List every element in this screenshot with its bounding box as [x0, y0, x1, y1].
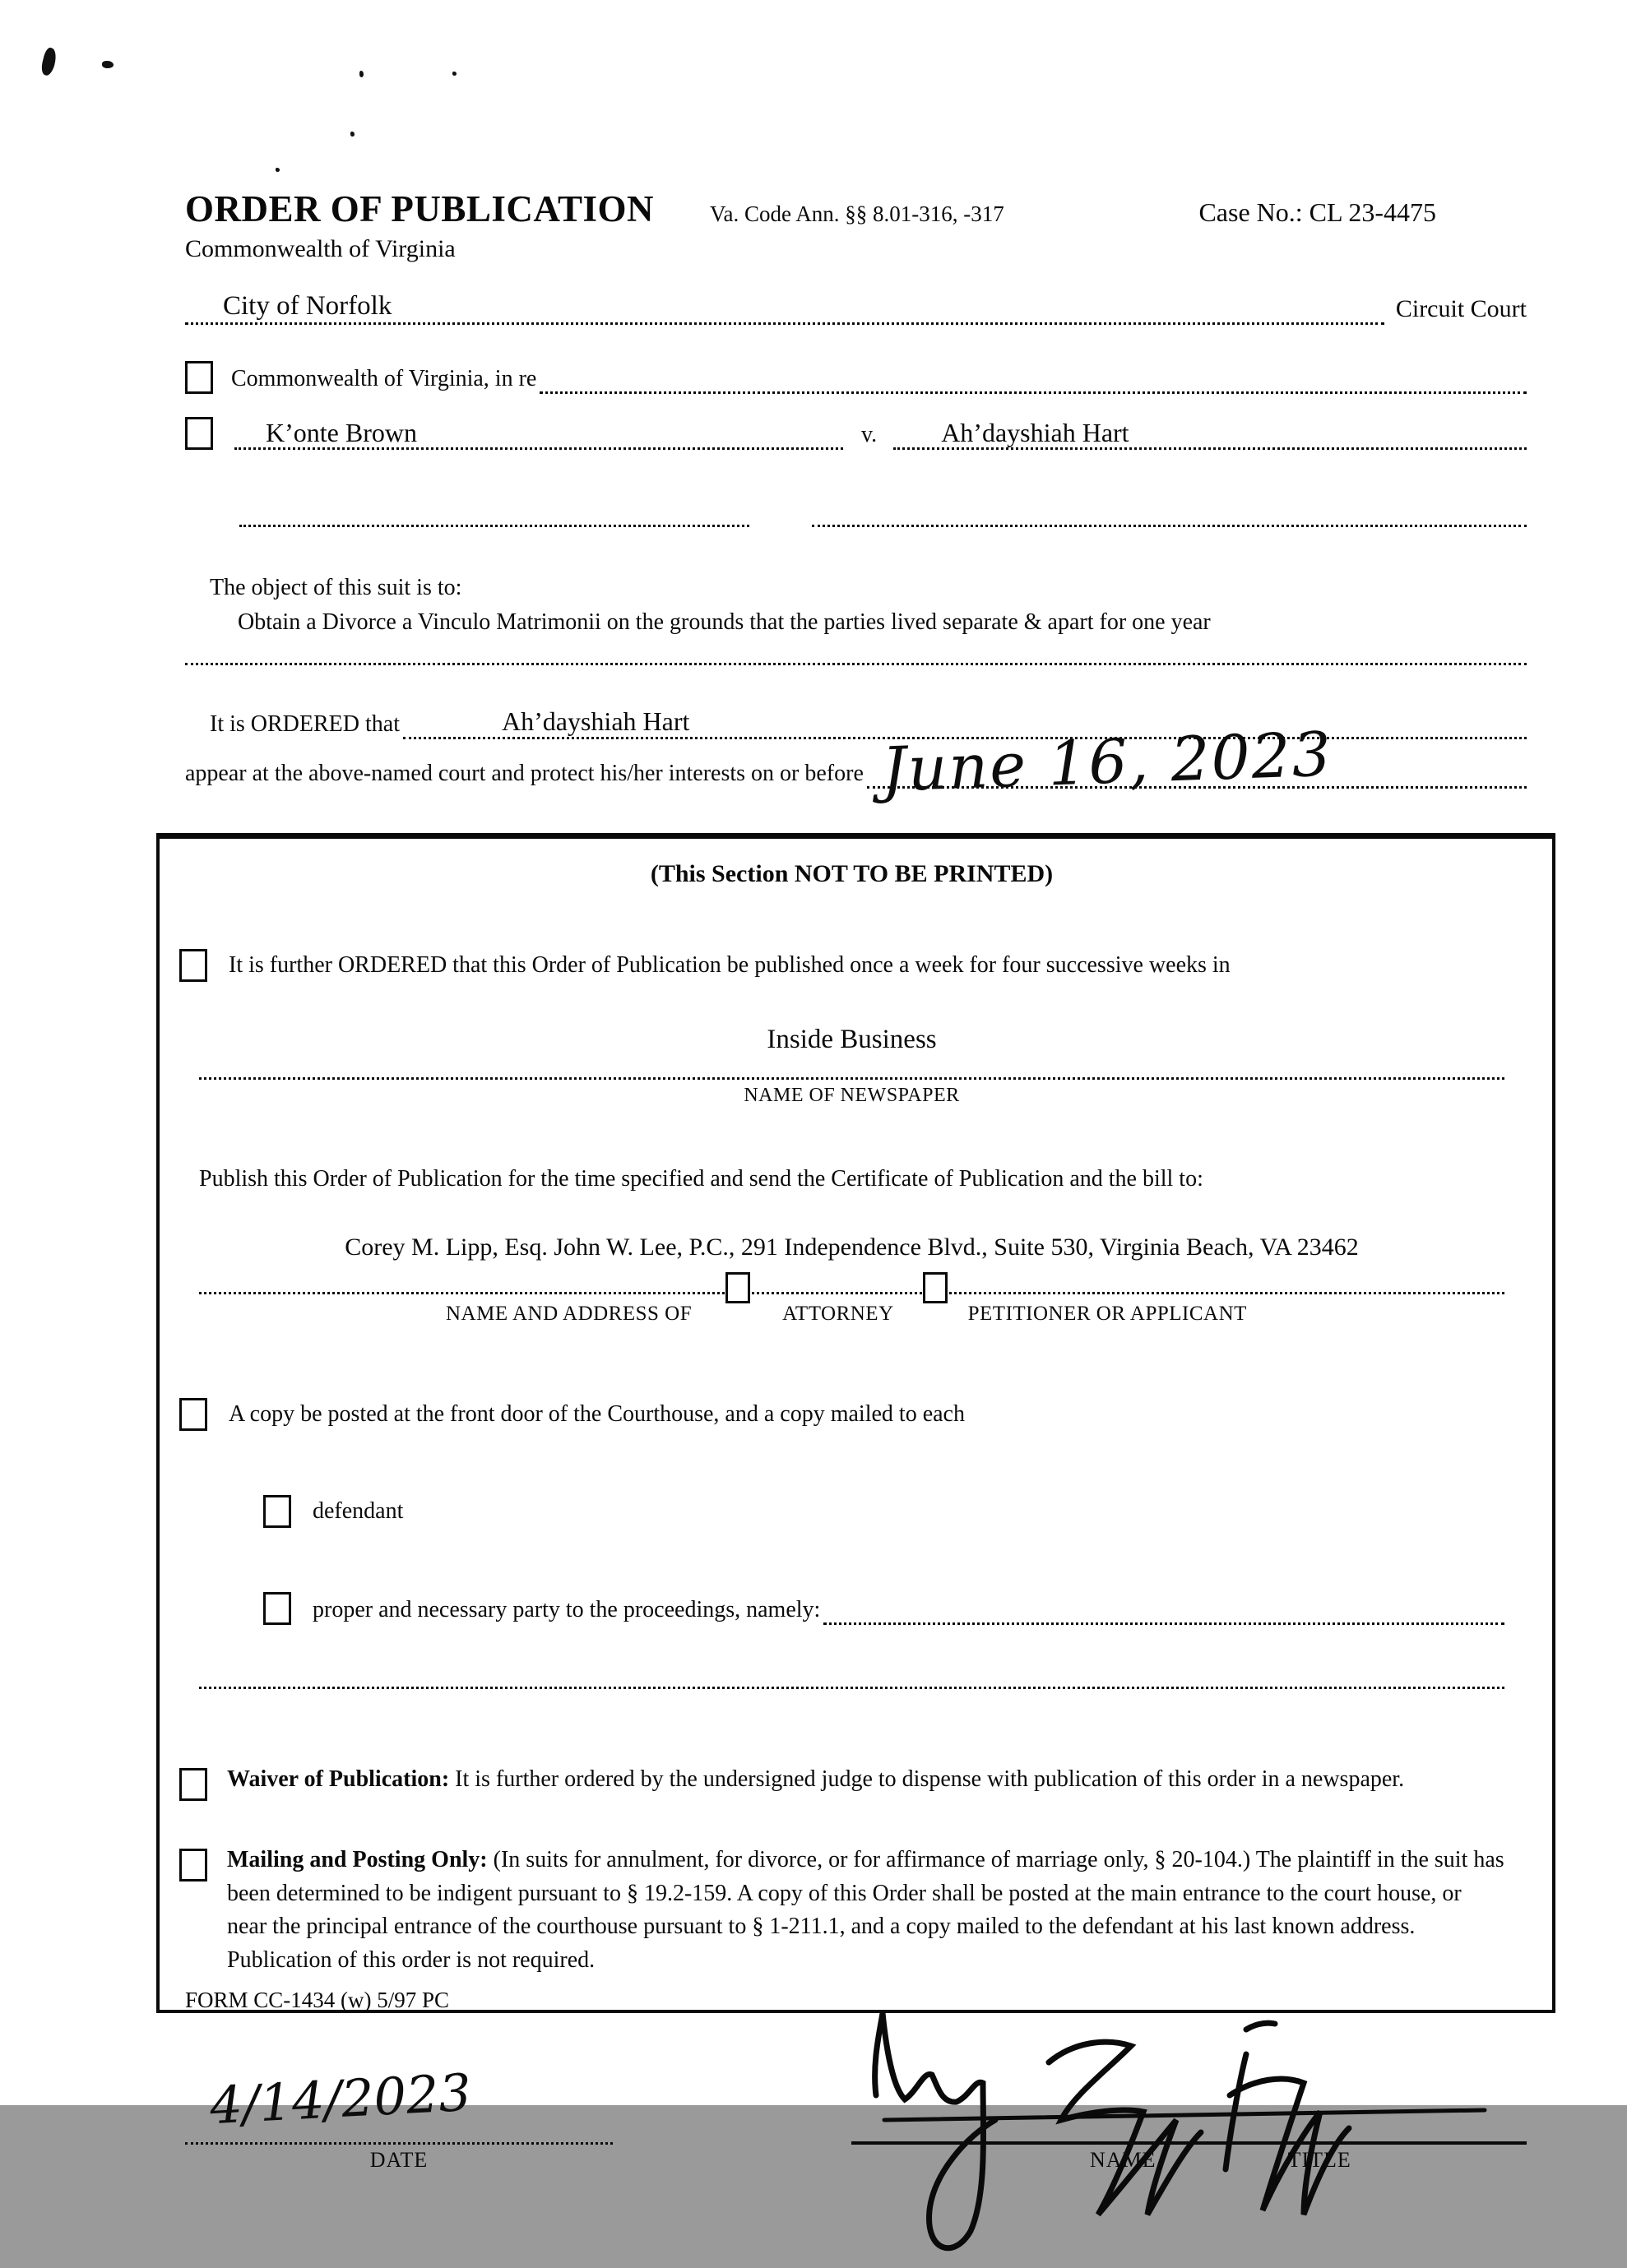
appear-label: appear at the above-named court and protect his/her interests on or before: [185, 760, 864, 786]
scan-artifact: [102, 61, 114, 68]
date-caption: DATE: [369, 2148, 429, 2173]
bill-to-address: Corey M. Lipp, Esq. John W. Lee, P.C., 291 Independence Blvd., Suite 530, Virginia Beach, VA 23462: [345, 1233, 1359, 1261]
proper-party-label: proper and necessary party to the proceedings, namely:: [313, 1596, 821, 1622]
mailing-checkbox[interactable]: [179, 1849, 207, 1882]
proper-party-checkbox[interactable]: [263, 1592, 291, 1625]
plaintiff-name: K’onte Brown: [266, 417, 417, 447]
proper-party-fill-line: [823, 1622, 1504, 1625]
waiver-title: Waiver of Publication:: [227, 1766, 450, 1792]
judge-signature-block: [851, 2112, 1527, 2173]
signature-caption-row: [851, 2148, 1527, 2173]
waiver-checkbox[interactable]: [179, 1768, 207, 1801]
circuit-court-label: Circuit Court: [1395, 294, 1527, 322]
date-block: [185, 2062, 613, 2173]
signature-fill-line: [851, 2112, 1527, 2145]
court-name-field: City of Norfolk: [185, 291, 1384, 325]
object-fill-line: [185, 642, 1527, 665]
publish-order-text: It is further ORDERED that this Order of Publication be published once a week for four successive weeks in: [229, 951, 1231, 978]
blank-defendant-line: [812, 502, 1527, 527]
newspaper-caption: NAME OF NEWSPAPER: [744, 1084, 960, 1106]
attorney-checkbox[interactable]: [725, 1272, 750, 1303]
mailing-paragraph: [227, 1844, 1504, 1977]
handwritten-appear-date: June 16, 2023: [880, 719, 1334, 806]
versus-label: v.: [861, 421, 878, 447]
in-re-fill-line: [540, 391, 1527, 394]
section-heading: (This Section NOT TO BE PRINTED): [650, 859, 1054, 887]
mailing-row: [199, 1844, 1504, 1977]
mailing-text: (In suits for annulment, for divorce, or for affirmance of marriage only, § 20-104.) The plaintiff in the suit has been determined to be indigent pursuant to § 19.2-159. A copy of this Order shall be posted at the main entrance to the court house, or near the principal entrance of the courthouse pursuant to § 1-211.1, and a copy mailed to the defendant at his last known address. Publication of this order is not required.: [227, 1846, 1504, 1973]
address-caption-prefix: NAME AND ADDRESS OF: [446, 1302, 693, 1325]
defendant-label: defendant: [313, 1497, 404, 1524]
publish-order-row: [199, 949, 1504, 982]
attorney-label: ATTORNEY: [782, 1302, 894, 1325]
publish-order-checkbox[interactable]: [179, 949, 207, 982]
court-line: [185, 291, 1527, 325]
mailing-title: Mailing and Posting Only:: [227, 1846, 488, 1872]
newspaper-fill-line: [199, 1057, 1504, 1080]
form-identifier: FORM CC-1434 (w) 5/97 PC: [185, 1988, 450, 2012]
ordered-label: It is ORDERED that: [210, 710, 400, 737]
address-caption-row: [199, 1303, 1504, 1326]
plaintiff-field-line: [234, 417, 843, 450]
object-label: The object of this suit is to:: [210, 574, 462, 600]
title-caption: TITLE: [1287, 2148, 1351, 2173]
address-fill-line: [199, 1266, 1504, 1294]
blank-party-lines: [185, 502, 1527, 527]
proper-party-row: [263, 1592, 1504, 1625]
proper-party-extra-line: [199, 1666, 1504, 1689]
parties-row: [185, 417, 1527, 450]
defendant-field-line: [893, 417, 1527, 450]
defendant-row: [263, 1495, 1504, 1528]
in-re-row: [185, 361, 1527, 394]
defendant-name: Ah’dayshiah Hart: [941, 417, 1129, 447]
commonwealth-subtitle: Commonwealth of Virginia: [185, 235, 456, 262]
in-re-checkbox[interactable]: [185, 361, 213, 394]
petitioner-label: PETITIONER OR APPLICANT: [967, 1302, 1247, 1325]
handwritten-signature-date: 4/14/2023: [208, 2062, 473, 2136]
name-caption: NAME: [1090, 2148, 1157, 2173]
waiver-text: It is further ordered by the undersigned judge to dispense with publication of this order in a newspaper.: [455, 1766, 1405, 1792]
waiver-paragraph: [227, 1763, 1404, 1801]
code-reference: Va. Code Ann. §§ 8.01-316, -317: [710, 201, 1004, 226]
not-to-be-printed-section: [156, 833, 1555, 2013]
copy-posted-text: A copy be posted at the front door of the Courthouse, and a copy mailed to each: [229, 1400, 965, 1427]
scan-artifact: [39, 47, 58, 77]
blank-plaintiff-line: [239, 502, 749, 527]
defendant-checkbox[interactable]: [263, 1495, 291, 1528]
copy-posted-row: [199, 1398, 1504, 1431]
petitioner-checkbox[interactable]: [923, 1272, 948, 1303]
case-number: Case No.: CL 23-4475: [1198, 197, 1436, 227]
in-re-label: Commonwealth of Virginia, in re: [231, 365, 537, 391]
date-fill-line: [185, 2062, 613, 2145]
object-text: Obtain a Divorce a Vinculo Matrimonii on the grounds that the parties lived separate & apart for one year: [238, 609, 1211, 635]
document-title: ORDER OF PUBLICATION: [185, 188, 655, 229]
publish-instruction: Publish this Order of Publication for the time specified and send the Certificate of Publication and the bill to:: [199, 1165, 1203, 1192]
parties-checkbox[interactable]: [185, 417, 213, 450]
signature-area: [185, 2062, 1527, 2173]
newspaper-name: Inside Business: [767, 1024, 937, 1054]
appear-date-line: [867, 719, 1527, 806]
document-header: [185, 187, 1527, 230]
copy-posted-checkbox[interactable]: [179, 1398, 207, 1431]
ordered-party-name: Ah’dayshiah Hart: [502, 706, 690, 736]
waiver-row: [199, 1763, 1504, 1801]
